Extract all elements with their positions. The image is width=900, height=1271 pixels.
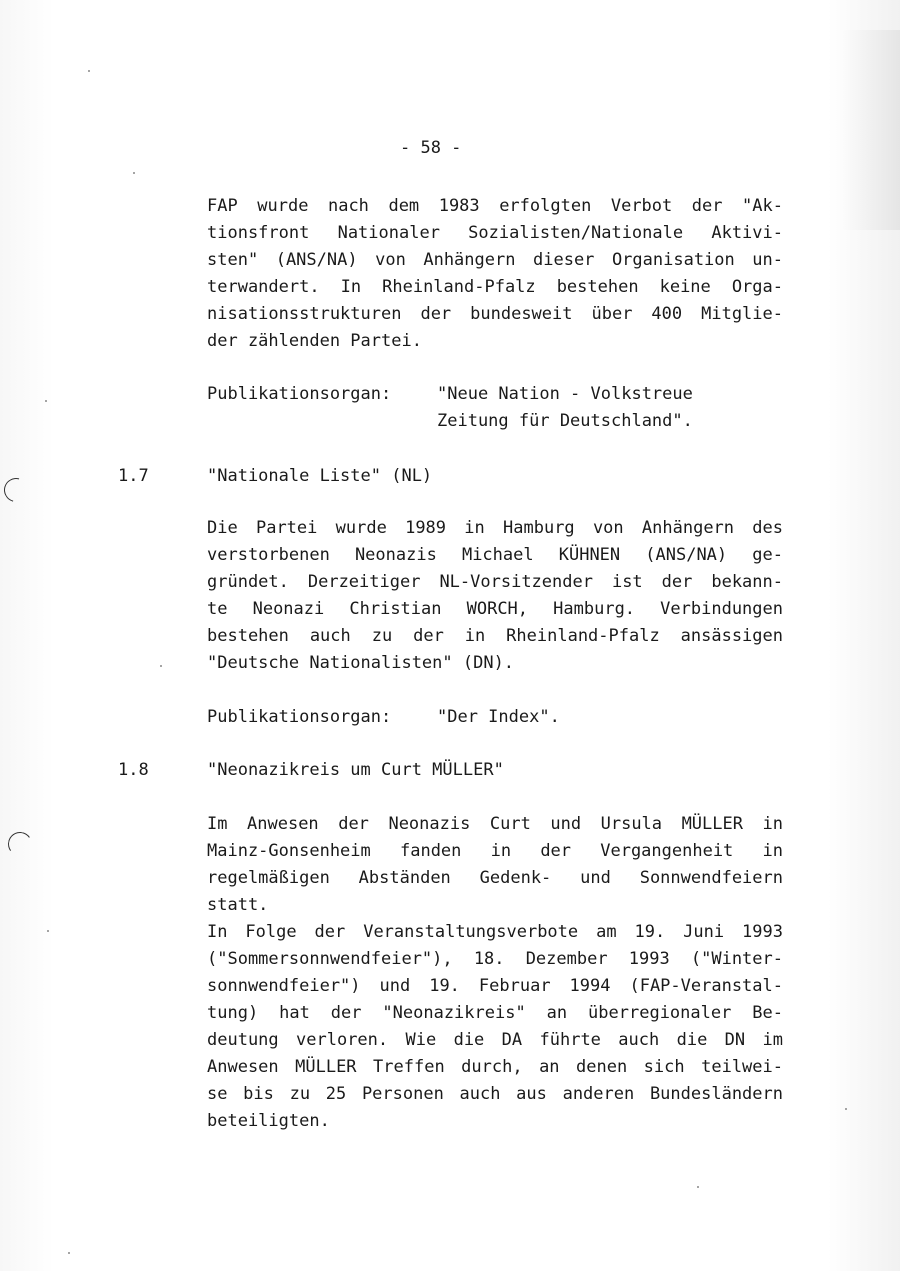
text-line: bestehen auch zu der in Rheinland-Pfalz ansässigen (207, 626, 783, 646)
punch-hole-mark (0, 474, 32, 507)
text-line: te Neonazi Christian WORCH, Hamburg. Verbindungen (207, 599, 783, 619)
publication-value-line1: "Neue Nation - Volkstreue (437, 384, 693, 404)
text-line: ("Sommersonnwendfeier"), 18. Dezember 1993 ("Winter- (207, 949, 783, 969)
text-line: Im Anwesen der Neonazis Curt und Ursula MÜLLER in (207, 814, 783, 834)
text-line: Anwesen MÜLLER Treffen durch, an denen sich teilwei- (207, 1057, 783, 1077)
publication-label: Publikationsorgan: (207, 707, 392, 727)
scan-speck (845, 1108, 847, 1110)
text-line: statt. (207, 895, 269, 915)
text-line: Mainz-Gonsenheim fanden in der Vergangenheit in (207, 841, 783, 861)
publication-label: Publikationsorgan: (207, 384, 392, 404)
scan-speck (45, 400, 47, 402)
scan-speck (133, 172, 135, 174)
text-line: tionsfront Nationaler Sozialisten/Nationale Aktivi- (207, 223, 783, 243)
section-number: 1.8 (118, 760, 149, 780)
section-heading: "Nationale Liste" (NL) (207, 466, 433, 486)
text-line: Die Partei wurde 1989 in Hamburg von Anhängern des (207, 518, 783, 538)
page-number: - 58 - (400, 138, 462, 158)
scan-speck (697, 1186, 699, 1188)
section-heading: "Neonazikreis um Curt MÜLLER" (207, 760, 504, 780)
text-line: der zählenden Partei. (207, 331, 422, 351)
intro-paragraph (207, 193, 783, 355)
text-line: sten" (ANS/NA) von Anhängern dieser Organisation un- (207, 250, 783, 270)
scan-speck (68, 1252, 70, 1254)
text-line: tung) hat der "Neonazikreis" an überregionaler Be- (207, 1003, 783, 1023)
section-number: 1.7 (118, 466, 149, 486)
punch-hole-mark (6, 830, 34, 858)
text-line: regelmäßigen Abständen Gedenk- und Sonnwendfeiern (207, 868, 783, 888)
scan-edge-shadow (840, 30, 900, 230)
text-line: gründet. Derzeitiger NL-Vorsitzender ist der bekann- (207, 572, 783, 592)
scan-speck (88, 70, 90, 72)
text-line: deutung verloren. Wie die DA führte auch die DN im (207, 1030, 783, 1050)
text-line: verstorbenen Neonazis Michael KÜHNEN (ANS/NA) ge- (207, 545, 783, 565)
section-1-8-paragraph (207, 811, 783, 1135)
text-line: nisationsstrukturen der bundesweit über 400 Mitglie- (207, 304, 783, 324)
scan-speck (160, 665, 162, 667)
text-line: In Folge der Veranstaltungsverbote am 19. Juni 1993 (207, 922, 783, 942)
text-line: FAP wurde nach dem 1983 erfolgten Verbot der "Ak- (207, 196, 783, 216)
text-line: "Deutsche Nationalisten" (DN). (207, 653, 515, 673)
publication-value: "Der Index". (437, 707, 560, 727)
text-line: se bis zu 25 Personen auch aus anderen Bundesländern (207, 1084, 783, 1104)
publication-value-line2: Zeitung für Deutschland". (437, 411, 693, 431)
section-1-7-paragraph (207, 515, 783, 677)
scan-speck (47, 930, 49, 932)
text-line: beteiligten. (207, 1111, 330, 1131)
text-line: sonnwendfeier") und 19. Februar 1994 (FAP-Veranstal- (207, 976, 783, 996)
text-line: terwandert. In Rheinland-Pfalz bestehen keine Orga- (207, 277, 783, 297)
